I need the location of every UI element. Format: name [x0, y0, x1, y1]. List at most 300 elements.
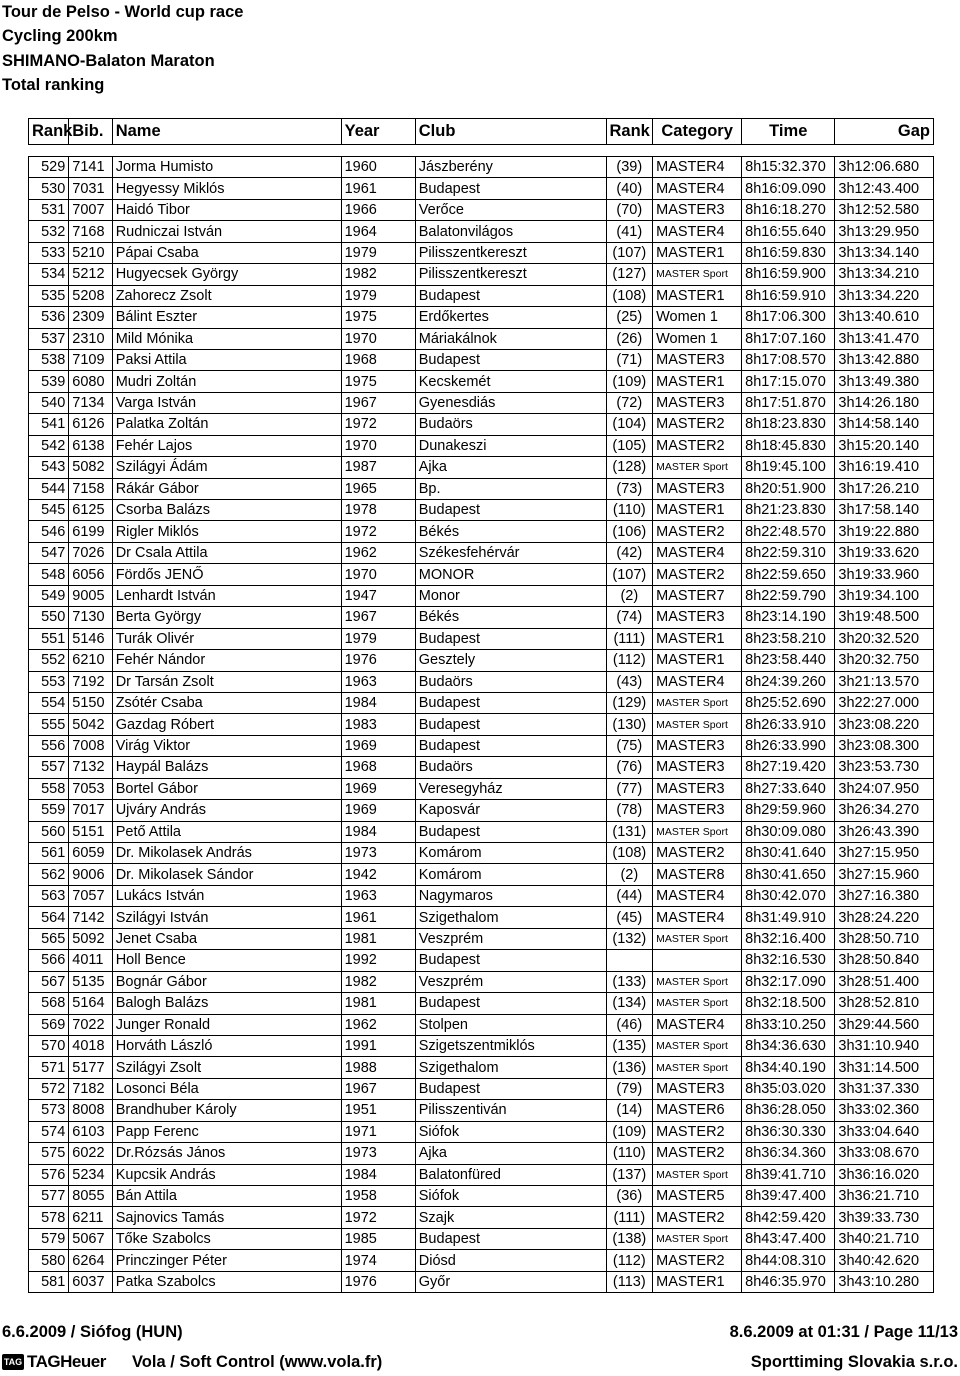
cell-club: Budapest — [415, 628, 606, 649]
cell-time: 8h42:59.420 — [742, 1207, 835, 1228]
cell-gap: 3h14:26.180 — [835, 392, 934, 413]
table-row — [29, 221, 934, 242]
cell-time: 8h29:59.960 — [742, 800, 835, 821]
cell-bib: 6199 — [69, 521, 112, 542]
cell-club: Budapest — [415, 178, 606, 199]
table-row — [29, 1143, 934, 1164]
cell-gap: 3h29:44.560 — [835, 1014, 934, 1035]
table-row — [29, 778, 934, 799]
cell-category: MASTER1 — [653, 650, 742, 671]
cell-bib: 7182 — [69, 1078, 112, 1099]
cell-year: 1962 — [341, 1014, 415, 1035]
cell-category-rank: (26) — [606, 328, 653, 349]
cell-name: Pápai Csaba — [112, 242, 341, 263]
cell-year: 1972 — [341, 414, 415, 435]
cell-category-rank: (36) — [606, 1186, 653, 1207]
cell-bib: 7007 — [69, 199, 112, 220]
cell-name: Rigler Miklós — [112, 521, 341, 542]
cell-rank: 572 — [29, 1078, 69, 1099]
cell-time: 8h39:47.400 — [742, 1186, 835, 1207]
cell-name: Szilágyi Ádám — [112, 457, 341, 478]
cell-club: Győr — [415, 1271, 606, 1292]
table-row — [29, 650, 934, 671]
cell-bib: 7031 — [69, 178, 112, 199]
cell-bib: 9006 — [69, 864, 112, 885]
table-row — [29, 521, 934, 542]
cell-bib: 5151 — [69, 821, 112, 842]
cell-club: Stolpen — [415, 1014, 606, 1035]
table-row — [29, 950, 934, 971]
cell-rank: 553 — [29, 671, 69, 692]
cell-category: MASTER Sport — [653, 692, 742, 713]
cell-gap: 3h13:42.880 — [835, 349, 934, 370]
cell-gap: 3h27:16.380 — [835, 885, 934, 906]
cell-time: 8h36:28.050 — [742, 1100, 835, 1121]
table-row — [29, 585, 934, 606]
cell-name: Szilágyi István — [112, 907, 341, 928]
cell-rank: 566 — [29, 950, 69, 971]
cell-time: 8h34:40.190 — [742, 1057, 835, 1078]
header-name: Name — [112, 119, 341, 145]
footer-software: Vola / Soft Control (www.vola.fr) — [132, 1353, 383, 1371]
cell-gap: 3h12:52.580 — [835, 199, 934, 220]
cell-gap: 3h13:34.210 — [835, 264, 934, 285]
cell-name: Gazdag Róbert — [112, 714, 341, 735]
cell-gap: 3h33:04.640 — [835, 1121, 934, 1142]
cell-gap: 3h28:51.400 — [835, 971, 934, 992]
cell-category-rank: (74) — [606, 607, 653, 628]
cell-category-rank: (112) — [606, 650, 653, 671]
cell-club: Békés — [415, 607, 606, 628]
cell-bib: 5208 — [69, 285, 112, 306]
document-title — [2, 0, 243, 97]
cell-bib: 5177 — [69, 1057, 112, 1078]
cell-rank: 534 — [29, 264, 69, 285]
cell-bib: 6080 — [69, 371, 112, 392]
cell-gap: 3h22:27.000 — [835, 692, 934, 713]
cell-club: Siófok — [415, 1121, 606, 1142]
cell-year: 1967 — [341, 392, 415, 413]
cell-year: 1970 — [341, 435, 415, 456]
cell-bib: 6037 — [69, 1271, 112, 1292]
cell-rank: 544 — [29, 478, 69, 499]
cell-name: Dr.Rózsás János — [112, 1143, 341, 1164]
cell-year: 1984 — [341, 692, 415, 713]
cell-rank: 574 — [29, 1121, 69, 1142]
table-row — [29, 1250, 934, 1271]
table-row — [29, 607, 934, 628]
cell-category-rank: (127) — [606, 264, 653, 285]
cell-bib: 7158 — [69, 478, 112, 499]
cell-gap: 3h19:34.100 — [835, 585, 934, 606]
table-row — [29, 199, 934, 220]
cell-gap: 3h33:02.360 — [835, 1100, 934, 1121]
cell-name: Berta György — [112, 607, 341, 628]
cell-club: Veszprém — [415, 928, 606, 949]
cell-gap: 3h27:15.950 — [835, 843, 934, 864]
header-club: Club — [415, 119, 606, 145]
cell-bib: 5146 — [69, 628, 112, 649]
cell-category: MASTER4 — [653, 907, 742, 928]
cell-time: 8h27:19.420 — [742, 757, 835, 778]
cell-name: Palatka Zoltán — [112, 414, 341, 435]
cell-time: 8h30:41.650 — [742, 864, 835, 885]
cell-category: MASTER Sport — [653, 1057, 742, 1078]
cell-gap: 3h31:37.330 — [835, 1078, 934, 1099]
cell-category-rank: (41) — [606, 221, 653, 242]
cell-name: Tőke Szabolcs — [112, 1228, 341, 1249]
cell-time: 8h17:06.300 — [742, 307, 835, 328]
cell-bib: 6138 — [69, 435, 112, 456]
cell-category: MASTER2 — [653, 564, 742, 585]
cell-gap: 3h23:53.730 — [835, 757, 934, 778]
cell-year: 1964 — [341, 221, 415, 242]
cell-name: Haypál Balázs — [112, 757, 341, 778]
table-row — [29, 1271, 934, 1292]
cell-time: 8h27:33.640 — [742, 778, 835, 799]
cell-name: Papp Ferenc — [112, 1121, 341, 1142]
cell-rank: 548 — [29, 564, 69, 585]
cell-category: MASTER4 — [653, 885, 742, 906]
cell-club: Székesfehérvár — [415, 542, 606, 563]
cell-category-rank: (75) — [606, 735, 653, 756]
cell-club: Budaörs — [415, 414, 606, 435]
cell-club: Balatonvilágos — [415, 221, 606, 242]
cell-club: Siófok — [415, 1186, 606, 1207]
cell-bib: 7026 — [69, 542, 112, 563]
cell-year: 1971 — [341, 1121, 415, 1142]
cell-rank: 532 — [29, 221, 69, 242]
cell-rank: 547 — [29, 542, 69, 563]
cell-bib: 6211 — [69, 1207, 112, 1228]
cell-club: Komárom — [415, 843, 606, 864]
cell-year: 1976 — [341, 650, 415, 671]
cell-club: Komárom — [415, 864, 606, 885]
cell-year: 1987 — [341, 457, 415, 478]
cell-name: Haidó Tibor — [112, 199, 341, 220]
cell-year: 1982 — [341, 971, 415, 992]
cell-gap: 3h13:34.140 — [835, 242, 934, 263]
cell-category: MASTER3 — [653, 778, 742, 799]
cell-year: 1969 — [341, 735, 415, 756]
cell-club: Diósd — [415, 1250, 606, 1271]
cell-gap: 3h12:06.680 — [835, 157, 934, 178]
cell-name: Csorba Balázs — [112, 500, 341, 521]
cell-time: 8h23:14.190 — [742, 607, 835, 628]
cell-club: Verőce — [415, 199, 606, 220]
header-time: Time — [742, 119, 835, 145]
title-line-3: SHIMANO-Balaton Maraton — [2, 51, 215, 70]
cell-rank: 533 — [29, 242, 69, 263]
cell-name: Bálint Eszter — [112, 307, 341, 328]
cell-year: 1974 — [341, 1250, 415, 1271]
cell-name: Zahorecz Zsolt — [112, 285, 341, 306]
cell-rank: 581 — [29, 1271, 69, 1292]
footer-print-page: 8.6.2009 at 01:31 / Page 11/13 — [729, 1323, 958, 1341]
cell-time: 8h23:58.440 — [742, 650, 835, 671]
cell-category: MASTER3 — [653, 757, 742, 778]
cell-club: Budapest — [415, 735, 606, 756]
cell-time: 8h31:49.910 — [742, 907, 835, 928]
cell-bib: 5067 — [69, 1228, 112, 1249]
cell-gap: 3h27:15.960 — [835, 864, 934, 885]
cell-time: 8h22:59.310 — [742, 542, 835, 563]
cell-name: Lukács István — [112, 885, 341, 906]
table-row — [29, 1186, 934, 1207]
cell-time: 8h25:52.690 — [742, 692, 835, 713]
table-row — [29, 1078, 934, 1099]
cell-club: Budapest — [415, 1078, 606, 1099]
cell-year: 1968 — [341, 757, 415, 778]
cell-bib: 7008 — [69, 735, 112, 756]
cell-year: 1972 — [341, 521, 415, 542]
cell-rank: 557 — [29, 757, 69, 778]
cell-category-rank: (129) — [606, 692, 653, 713]
cell-rank: 580 — [29, 1250, 69, 1271]
cell-category: MASTER2 — [653, 1207, 742, 1228]
cell-gap: 3h20:32.750 — [835, 650, 934, 671]
cell-name: Mild Mónika — [112, 328, 341, 349]
cell-gap: 3h20:32.520 — [835, 628, 934, 649]
cell-category: MASTER Sport — [653, 993, 742, 1014]
cell-category-rank: (72) — [606, 392, 653, 413]
cell-name: Patka Szabolcs — [112, 1271, 341, 1292]
cell-rank: 550 — [29, 607, 69, 628]
cell-year: 1991 — [341, 1035, 415, 1056]
cell-year: 1983 — [341, 714, 415, 735]
cell-category-rank: (107) — [606, 242, 653, 263]
cell-club: Pilisszentkereszt — [415, 242, 606, 263]
cell-category: MASTER Sport — [653, 928, 742, 949]
cell-category: MASTER2 — [653, 1121, 742, 1142]
table-row — [29, 993, 934, 1014]
table-row — [29, 1228, 934, 1249]
cell-category-rank: (105) — [606, 435, 653, 456]
cell-category: Women 1 — [653, 328, 742, 349]
cell-gap: 3h17:58.140 — [835, 500, 934, 521]
cell-year: 1979 — [341, 285, 415, 306]
cell-year: 1973 — [341, 1143, 415, 1164]
cell-category: MASTER1 — [653, 500, 742, 521]
cell-name: Pető Attila — [112, 821, 341, 842]
cell-rank: 555 — [29, 714, 69, 735]
cell-year: 1963 — [341, 671, 415, 692]
cell-category: MASTER3 — [653, 478, 742, 499]
cell-time: 8h18:23.830 — [742, 414, 835, 435]
cell-name: Sajnovics Tamás — [112, 1207, 341, 1228]
cell-bib: 8008 — [69, 1100, 112, 1121]
cell-club: Szigetszentmiklós — [415, 1035, 606, 1056]
table-row — [29, 735, 934, 756]
cell-club: Jászberény — [415, 157, 606, 178]
cell-year: 1967 — [341, 607, 415, 628]
ranking-table — [28, 156, 934, 1293]
cell-club: Kecskemét — [415, 371, 606, 392]
table-row — [29, 1035, 934, 1056]
table-row — [29, 692, 934, 713]
cell-gap: 3h40:42.620 — [835, 1250, 934, 1271]
cell-category: MASTER2 — [653, 414, 742, 435]
cell-bib: 6056 — [69, 564, 112, 585]
table-row — [29, 542, 934, 563]
cell-year: 1976 — [341, 1271, 415, 1292]
cell-year: 1969 — [341, 800, 415, 821]
table-row — [29, 1164, 934, 1185]
cell-bib: 7192 — [69, 671, 112, 692]
table-row — [29, 157, 934, 178]
cell-rank: 568 — [29, 993, 69, 1014]
table-row — [29, 435, 934, 456]
cell-gap: 3h28:50.710 — [835, 928, 934, 949]
table-row — [29, 671, 934, 692]
cell-category-rank: (107) — [606, 564, 653, 585]
table-row — [29, 885, 934, 906]
cell-category-rank: (110) — [606, 1143, 653, 1164]
cell-club: Nagymaros — [415, 885, 606, 906]
cell-category: MASTER3 — [653, 735, 742, 756]
footer-event-date: 6.6.2009 / Siófog (HUN) — [2, 1323, 183, 1341]
cell-category-rank: (137) — [606, 1164, 653, 1185]
cell-name: Kupcsik András — [112, 1164, 341, 1185]
cell-category: MASTER Sport — [653, 457, 742, 478]
table-row — [29, 928, 934, 949]
cell-club: Pilisszentiván — [415, 1100, 606, 1121]
cell-rank: 537 — [29, 328, 69, 349]
cell-year: 1975 — [341, 307, 415, 328]
cell-category: MASTER1 — [653, 242, 742, 263]
cell-bib: 5150 — [69, 692, 112, 713]
cell-time: 8h16:59.900 — [742, 264, 835, 285]
cell-name: Jenet Csaba — [112, 928, 341, 949]
cell-category-rank: (111) — [606, 1207, 653, 1228]
cell-category-rank: (45) — [606, 907, 653, 928]
cell-gap: 3h21:13.570 — [835, 671, 934, 692]
cell-gap: 3h43:10.280 — [835, 1271, 934, 1292]
cell-category: MASTER8 — [653, 864, 742, 885]
cell-name: Hugyecsek György — [112, 264, 341, 285]
cell-time: 8h17:51.870 — [742, 392, 835, 413]
cell-club: MONOR — [415, 564, 606, 585]
cell-bib: 8055 — [69, 1186, 112, 1207]
cell-rank: 567 — [29, 971, 69, 992]
cell-rank: 549 — [29, 585, 69, 606]
cell-rank: 570 — [29, 1035, 69, 1056]
cell-year: 1992 — [341, 950, 415, 971]
cell-rank: 535 — [29, 285, 69, 306]
cell-name: Paksi Attila — [112, 349, 341, 370]
cell-bib: 5210 — [69, 242, 112, 263]
cell-category-rank: (128) — [606, 457, 653, 478]
cell-category-rank: (14) — [606, 1100, 653, 1121]
cell-club: Békés — [415, 521, 606, 542]
cell-bib: 7130 — [69, 607, 112, 628]
cell-rank: 551 — [29, 628, 69, 649]
cell-category-rank: (40) — [606, 178, 653, 199]
cell-time: 8h16:18.270 — [742, 199, 835, 220]
cell-gap: 3h28:50.840 — [835, 950, 934, 971]
cell-rank: 552 — [29, 650, 69, 671]
cell-bib: 5042 — [69, 714, 112, 735]
cell-name: Bán Attila — [112, 1186, 341, 1207]
cell-time: 8h33:10.250 — [742, 1014, 835, 1035]
cell-category: MASTER2 — [653, 435, 742, 456]
cell-category-rank: (73) — [606, 478, 653, 499]
cell-bib: 6264 — [69, 1250, 112, 1271]
table-row — [29, 757, 934, 778]
table-row — [29, 800, 934, 821]
cell-rank: 564 — [29, 907, 69, 928]
cell-rank: 554 — [29, 692, 69, 713]
cell-category: MASTER2 — [653, 843, 742, 864]
cell-category-rank: (2) — [606, 585, 653, 606]
cell-bib: 2310 — [69, 328, 112, 349]
cell-category-rank: (138) — [606, 1228, 653, 1249]
cell-category: MASTER3 — [653, 800, 742, 821]
cell-year: 1985 — [341, 1228, 415, 1249]
cell-time: 8h35:03.020 — [742, 1078, 835, 1099]
cell-club: Ajka — [415, 457, 606, 478]
cell-category: MASTER1 — [653, 1271, 742, 1292]
cell-year: 1968 — [341, 349, 415, 370]
cell-year: 1984 — [341, 1164, 415, 1185]
cell-category: MASTER6 — [653, 1100, 742, 1121]
cell-category: MASTER Sport — [653, 1164, 742, 1185]
cell-time: 8h30:42.070 — [742, 885, 835, 906]
cell-gap: 3h12:43.400 — [835, 178, 934, 199]
cell-bib: 6125 — [69, 500, 112, 521]
cell-name: Varga István — [112, 392, 341, 413]
cell-category-rank: (113) — [606, 1271, 653, 1292]
cell-name: Rákár Gábor — [112, 478, 341, 499]
cell-year: 1981 — [341, 928, 415, 949]
cell-gap: 3h13:29.950 — [835, 221, 934, 242]
cell-category-rank: (134) — [606, 993, 653, 1014]
cell-gap: 3h13:40.610 — [835, 307, 934, 328]
cell-time: 8h46:35.970 — [742, 1271, 835, 1292]
cell-year: 1978 — [341, 500, 415, 521]
cell-category: MASTER Sport — [653, 971, 742, 992]
cell-name: Junger Ronald — [112, 1014, 341, 1035]
header-category-rank: Rank — [606, 119, 653, 145]
cell-name: Fehér Nándor — [112, 650, 341, 671]
cell-time: 8h26:33.990 — [742, 735, 835, 756]
cell-name: Horváth László — [112, 1035, 341, 1056]
cell-club: Szigethalom — [415, 907, 606, 928]
title-line-2: Cycling 200km — [2, 27, 118, 46]
cell-year: 1942 — [341, 864, 415, 885]
cell-club: Budaörs — [415, 671, 606, 692]
cell-time: 8h22:48.570 — [742, 521, 835, 542]
cell-club: Dunakeszi — [415, 435, 606, 456]
cell-rank: 539 — [29, 371, 69, 392]
cell-gap: 3h24:07.950 — [835, 778, 934, 799]
cell-gap: 3h28:52.810 — [835, 993, 934, 1014]
cell-year: 1961 — [341, 907, 415, 928]
cell-year: 1962 — [341, 542, 415, 563]
cell-year: 1961 — [341, 178, 415, 199]
table-row — [29, 242, 934, 263]
cell-year: 1982 — [341, 264, 415, 285]
cell-name: Rudniczai István — [112, 221, 341, 242]
cell-bib: 7109 — [69, 349, 112, 370]
cell-club: Veszprém — [415, 971, 606, 992]
cell-time: 8h20:51.900 — [742, 478, 835, 499]
cell-name: Szilágyi Zsolt — [112, 1057, 341, 1078]
cell-time: 8h43:47.400 — [742, 1228, 835, 1249]
cell-category-rank: (111) — [606, 628, 653, 649]
cell-time: 8h34:36.630 — [742, 1035, 835, 1056]
cell-bib: 5212 — [69, 264, 112, 285]
